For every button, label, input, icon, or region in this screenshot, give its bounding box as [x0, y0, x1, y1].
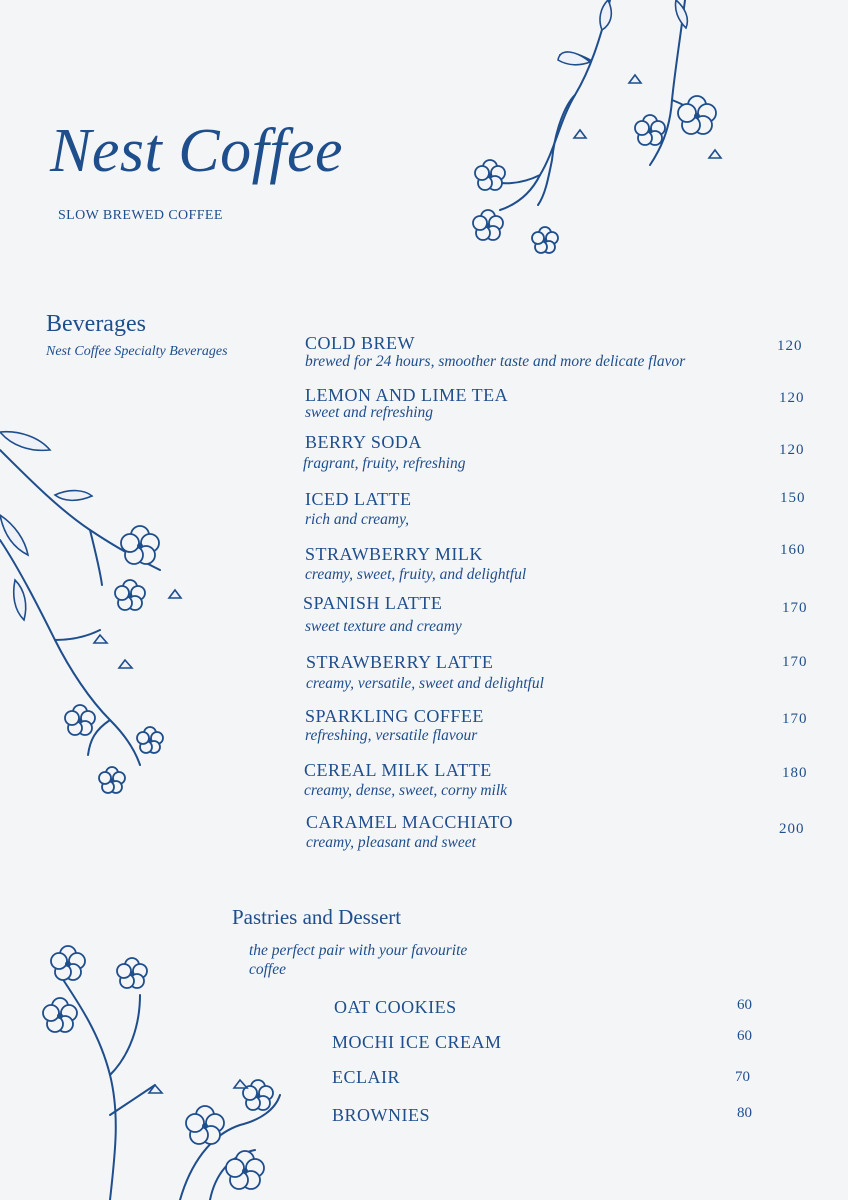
menu-item-name: MOCHI ICE CREAM	[332, 1032, 502, 1052]
menu-item-name: SPANISH LATTE	[303, 593, 443, 613]
menu-item-price: 180	[782, 765, 808, 781]
menu-item-description: sweet texture and creamy	[305, 618, 462, 635]
menu-item-description: creamy, versatile, sweet and delightful	[306, 675, 544, 692]
section-subtitle-beverages: Nest Coffee Specialty Beverages	[46, 344, 228, 359]
menu-item-description: rich and creamy,	[305, 511, 410, 528]
menu-item-name: COLD BREW	[305, 333, 415, 353]
menu-item-description: brewed for 24 hours, smoother taste and more delicate flavor	[305, 353, 686, 370]
menu-item-description: creamy, pleasant and sweet	[306, 834, 476, 851]
menu-item-price: 120	[777, 338, 803, 354]
menu-item-name: CARAMEL MACCHIATO	[306, 812, 514, 832]
section-title-pastries: Pastries and Dessert	[232, 905, 402, 929]
floral-branch-icon-top-right	[460, 0, 750, 260]
menu-item-name: STRAWBERRY LATTE	[306, 652, 494, 672]
menu-item-price: 150	[780, 490, 806, 506]
section-subtitle-pastries: the perfect pair with your favourite coffee	[249, 942, 468, 978]
menu-item-name: BERRY SODA	[305, 432, 422, 452]
menu-item-name: SPARKLING COFFEE	[305, 706, 484, 726]
menu-item-price: 120	[779, 390, 805, 406]
menu-item-price: 120	[779, 442, 805, 458]
brand-tagline: SLOW BREWED COFFEE	[58, 208, 223, 223]
menu-item-description: sweet and refreshing	[305, 404, 434, 421]
menu-item-description: fragrant, fruity, refreshing	[303, 455, 466, 472]
menu-item-price: 60	[737, 1028, 752, 1044]
menu-item-price: 70	[735, 1069, 750, 1085]
brand-title: Nest Coffee	[50, 117, 344, 185]
menu-item-price: 170	[782, 600, 808, 616]
menu-item-price: 200	[779, 821, 805, 837]
menu-item-description: creamy, dense, sweet, corny milk	[304, 782, 508, 799]
menu-item-name: ECLAIR	[332, 1067, 400, 1087]
menu-item-price: 60	[737, 997, 752, 1013]
menu-item-name: OAT COOKIES	[334, 997, 457, 1017]
menu-item-name: STRAWBERRY MILK	[305, 544, 483, 564]
menu-item-price: 160	[780, 542, 806, 558]
menu-item-price: 80	[737, 1105, 752, 1121]
menu-item-description: refreshing, versatile flavour	[305, 727, 478, 744]
menu-item-price: 170	[782, 711, 808, 727]
menu-item-name: BROWNIES	[332, 1105, 430, 1125]
menu-item-price: 170	[782, 654, 808, 670]
menu-item-name: ICED LATTE	[305, 489, 412, 509]
floral-branch-icon-left-middle	[0, 420, 200, 810]
menu-item-name: CEREAL MILK LATTE	[304, 760, 492, 780]
section-title-beverages: Beverages	[46, 311, 146, 337]
menu-item-description: creamy, sweet, fruity, and delightful	[305, 566, 527, 583]
menu-item-name: LEMON AND LIME TEA	[305, 385, 509, 405]
